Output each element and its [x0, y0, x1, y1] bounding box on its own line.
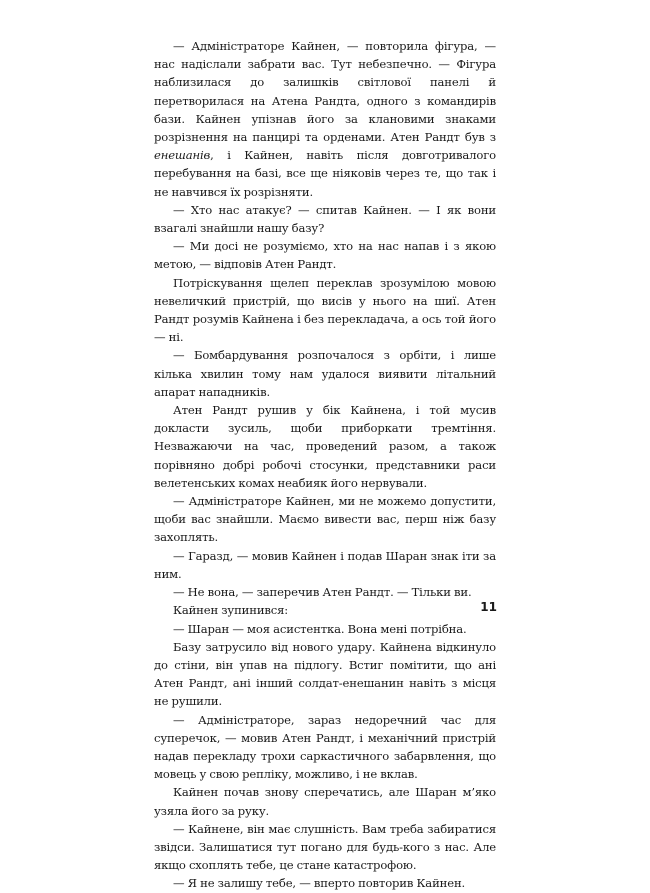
paragraph: Базу затрусило від нового удару. Кайнена відкинуло до стіни, він упав на підлогу. Встиг помітити, що ані Атен Рандт, ані інший солдат-енешанин навіть з місця не рушили. — [154, 639, 496, 709]
paragraph: — Адміністраторе, зараз недоречний час для суперечок, — мовив Атен Рандт, і механічний пристрій надав перекладу трохи саркастичного забарвлення, що мовець у свою репліку, можливо, і не вклав. — [154, 712, 496, 782]
paragraph: Кайнен зупинився: — [173, 603, 289, 618]
paragraph: — Не вона, — заперечив Атен Рандт. — Тільки ви. — [173, 585, 472, 600]
paragraph: Кайнен почав знову сперечатись, але Шаран м’яко узяла його за руку. — [154, 785, 496, 818]
page-text — [154, 37, 496, 893]
paragraph: — Гаразд, — мовив Кайнен і подав Шаран знак іти за ним. — [154, 548, 496, 581]
paragraph: Атен Рандт рушив у бік Кайнена, і той мусив докласти зусиль, щоби приборкати тремтіння. Незважаючи на час, проведений разом, а також порівняно добрі робочі стосунки, представники раси велетенських комах неабияк його нервували. — [154, 403, 496, 490]
paragraph: — Кайнене, він має слушність. Вам треба забиратися звідси. Залишатися тут погано для будь-кого з нас. Але якщо схоплять тебе, це стане катастрофою. — [154, 821, 496, 873]
paragraph: — Адміністраторе Кайнен, — повторила фігура, — нас надіслали забрати вас. Тут небезпечно. — Фігура наблизилася до залишків світлової панелі й перетворилася на Атена Рандта, одного з командирів бази. Кайнен упізнав його за клановими знаками розрізнення на панцирі та орденами. Атен Рандт був з енешанів, і Кайнен, навіть після довготривалого перебування на базі, все ще ніяковів через те, що так і не навчився їх розрізняти. — [154, 39, 496, 199]
paragraph: — Ми досі не розуміємо, хто на нас напав і з якою метою, — відповів Атен Рандт. — [154, 239, 496, 272]
paragraph: Потріскування щелеп переклав зрозумілою мовою невеличкий пристрій, що висів у нього на шиї. Атен Рандт розумів Кайнена і без перекладача, а ось той його — ні. — [154, 275, 496, 345]
italic-term: енешанів — [154, 148, 211, 163]
page-number: 11 — [480, 600, 497, 614]
paragraph: — Адміністраторе Кайнен, ми не можемо допустити, щоби вас знайшли. Маємо вивести вас, перш ніж базу захоплять. — [154, 494, 496, 545]
paragraph: — Бомбардування розпочалося з орбіти, і лише кілька хвилин тому нам удалося виявити літальний апарат нападників. — [154, 348, 496, 399]
paragraph: — Шаран — моя асистентка. Вона мені потрібна. — [173, 621, 467, 636]
paragraph: — Я не залишу тебе, — вперто повторив Кайнен. — [173, 876, 466, 891]
paragraph: — Хто нас атакує? — спитав Кайнен. — І як вони взагалі знайшли нашу базу? — [154, 202, 496, 236]
